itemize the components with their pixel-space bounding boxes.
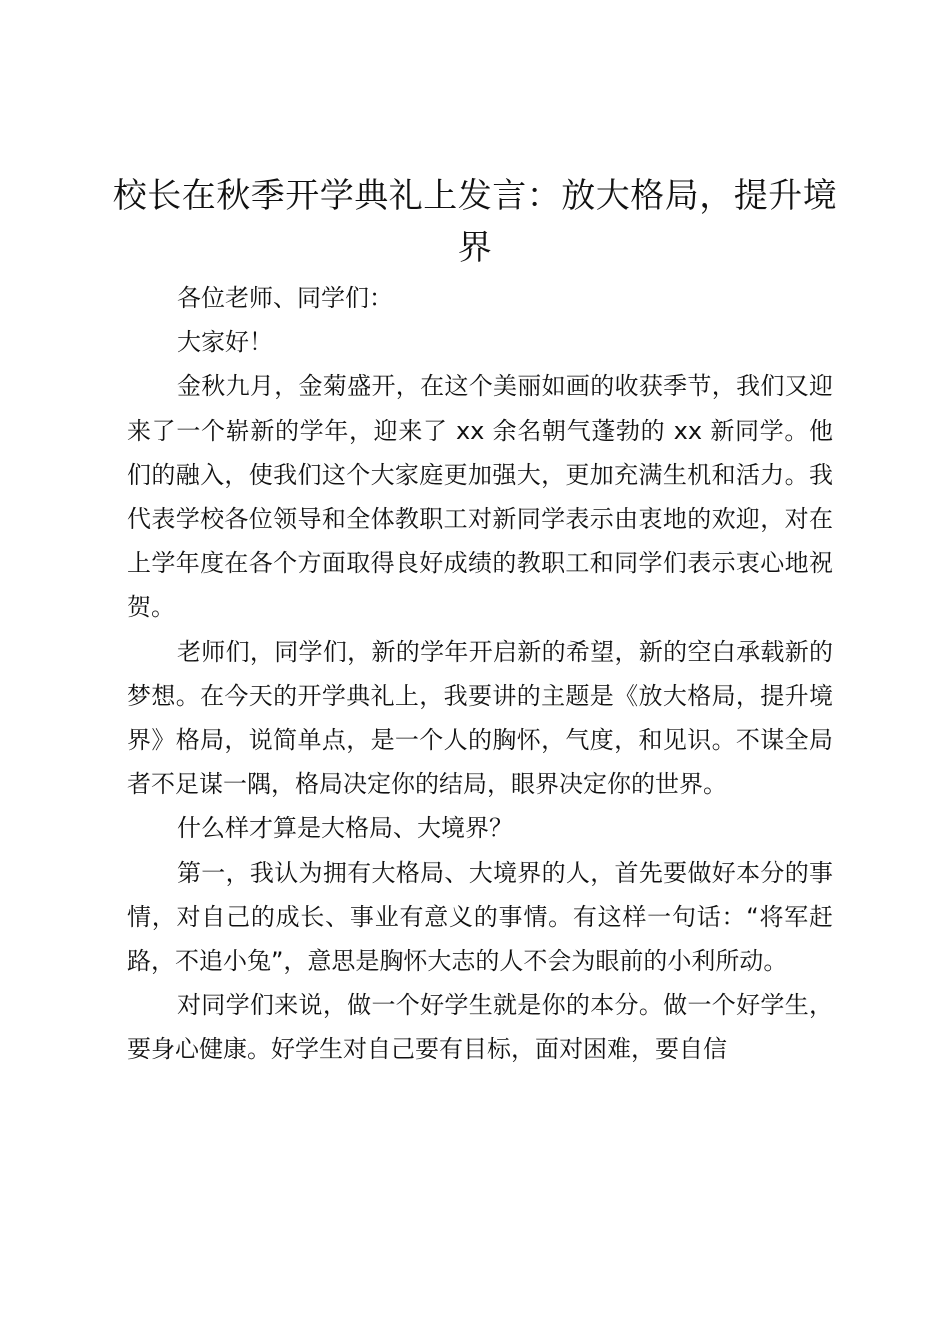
paragraph-greeting: 大家好！ bbox=[177, 328, 273, 357]
paragraph-welcome: 金秋九月，金菊盛开，在这个美丽如画的收获季节，我们又迎来了一个崭新的学年，迎来了 xx 余名朝气蓬勃的 xx 新同学。他们的融入，使我们这个大家庭更加强大，更加充满生机和活力。我代表学校各位领导和全体教职工对新同学表示由衷地的欢迎，对在上学年度在各个方面取得良好成绩的教职工和同学们表示衷心地祝贺。 bbox=[127, 372, 833, 622]
document-body bbox=[127, 276, 833, 1072]
paragraph-students: 对同学们来说，做一个好学生就是你的本分。做一个好学生，要身心健康。好学生对自己要有目标，面对困难，要自信 bbox=[127, 991, 833, 1064]
paragraph-salutation: 各位老师、同学们： bbox=[177, 284, 393, 312]
document-title: 校长在秋季开学典礼上发言：放大格局，提升境界 bbox=[112, 176, 838, 268]
paragraph-question: 什么样才算是大格局、大境界？ bbox=[177, 814, 513, 843]
paragraph-point-one: 第一，我认为拥有大格局、大境界的人，首先要做好本分的事情，对自己的成长、事业有意义的事情。有这样一句话：“将军赶路，不追小兔”，意思是胸怀大志的人不会为眼前的小利所动。 bbox=[127, 858, 833, 976]
paragraph-theme: 老师们，同学们，新的学年开启新的希望，新的空白承载新的梦想。在今天的开学典礼上，我要讲的主题是《放大格局，提升境界》格局，说简单点，是一个人的胸怀，气度，和见识。不谋全局者不足谋一隅，格局决定你的结局，眼界决定你的世界。 bbox=[127, 637, 833, 799]
